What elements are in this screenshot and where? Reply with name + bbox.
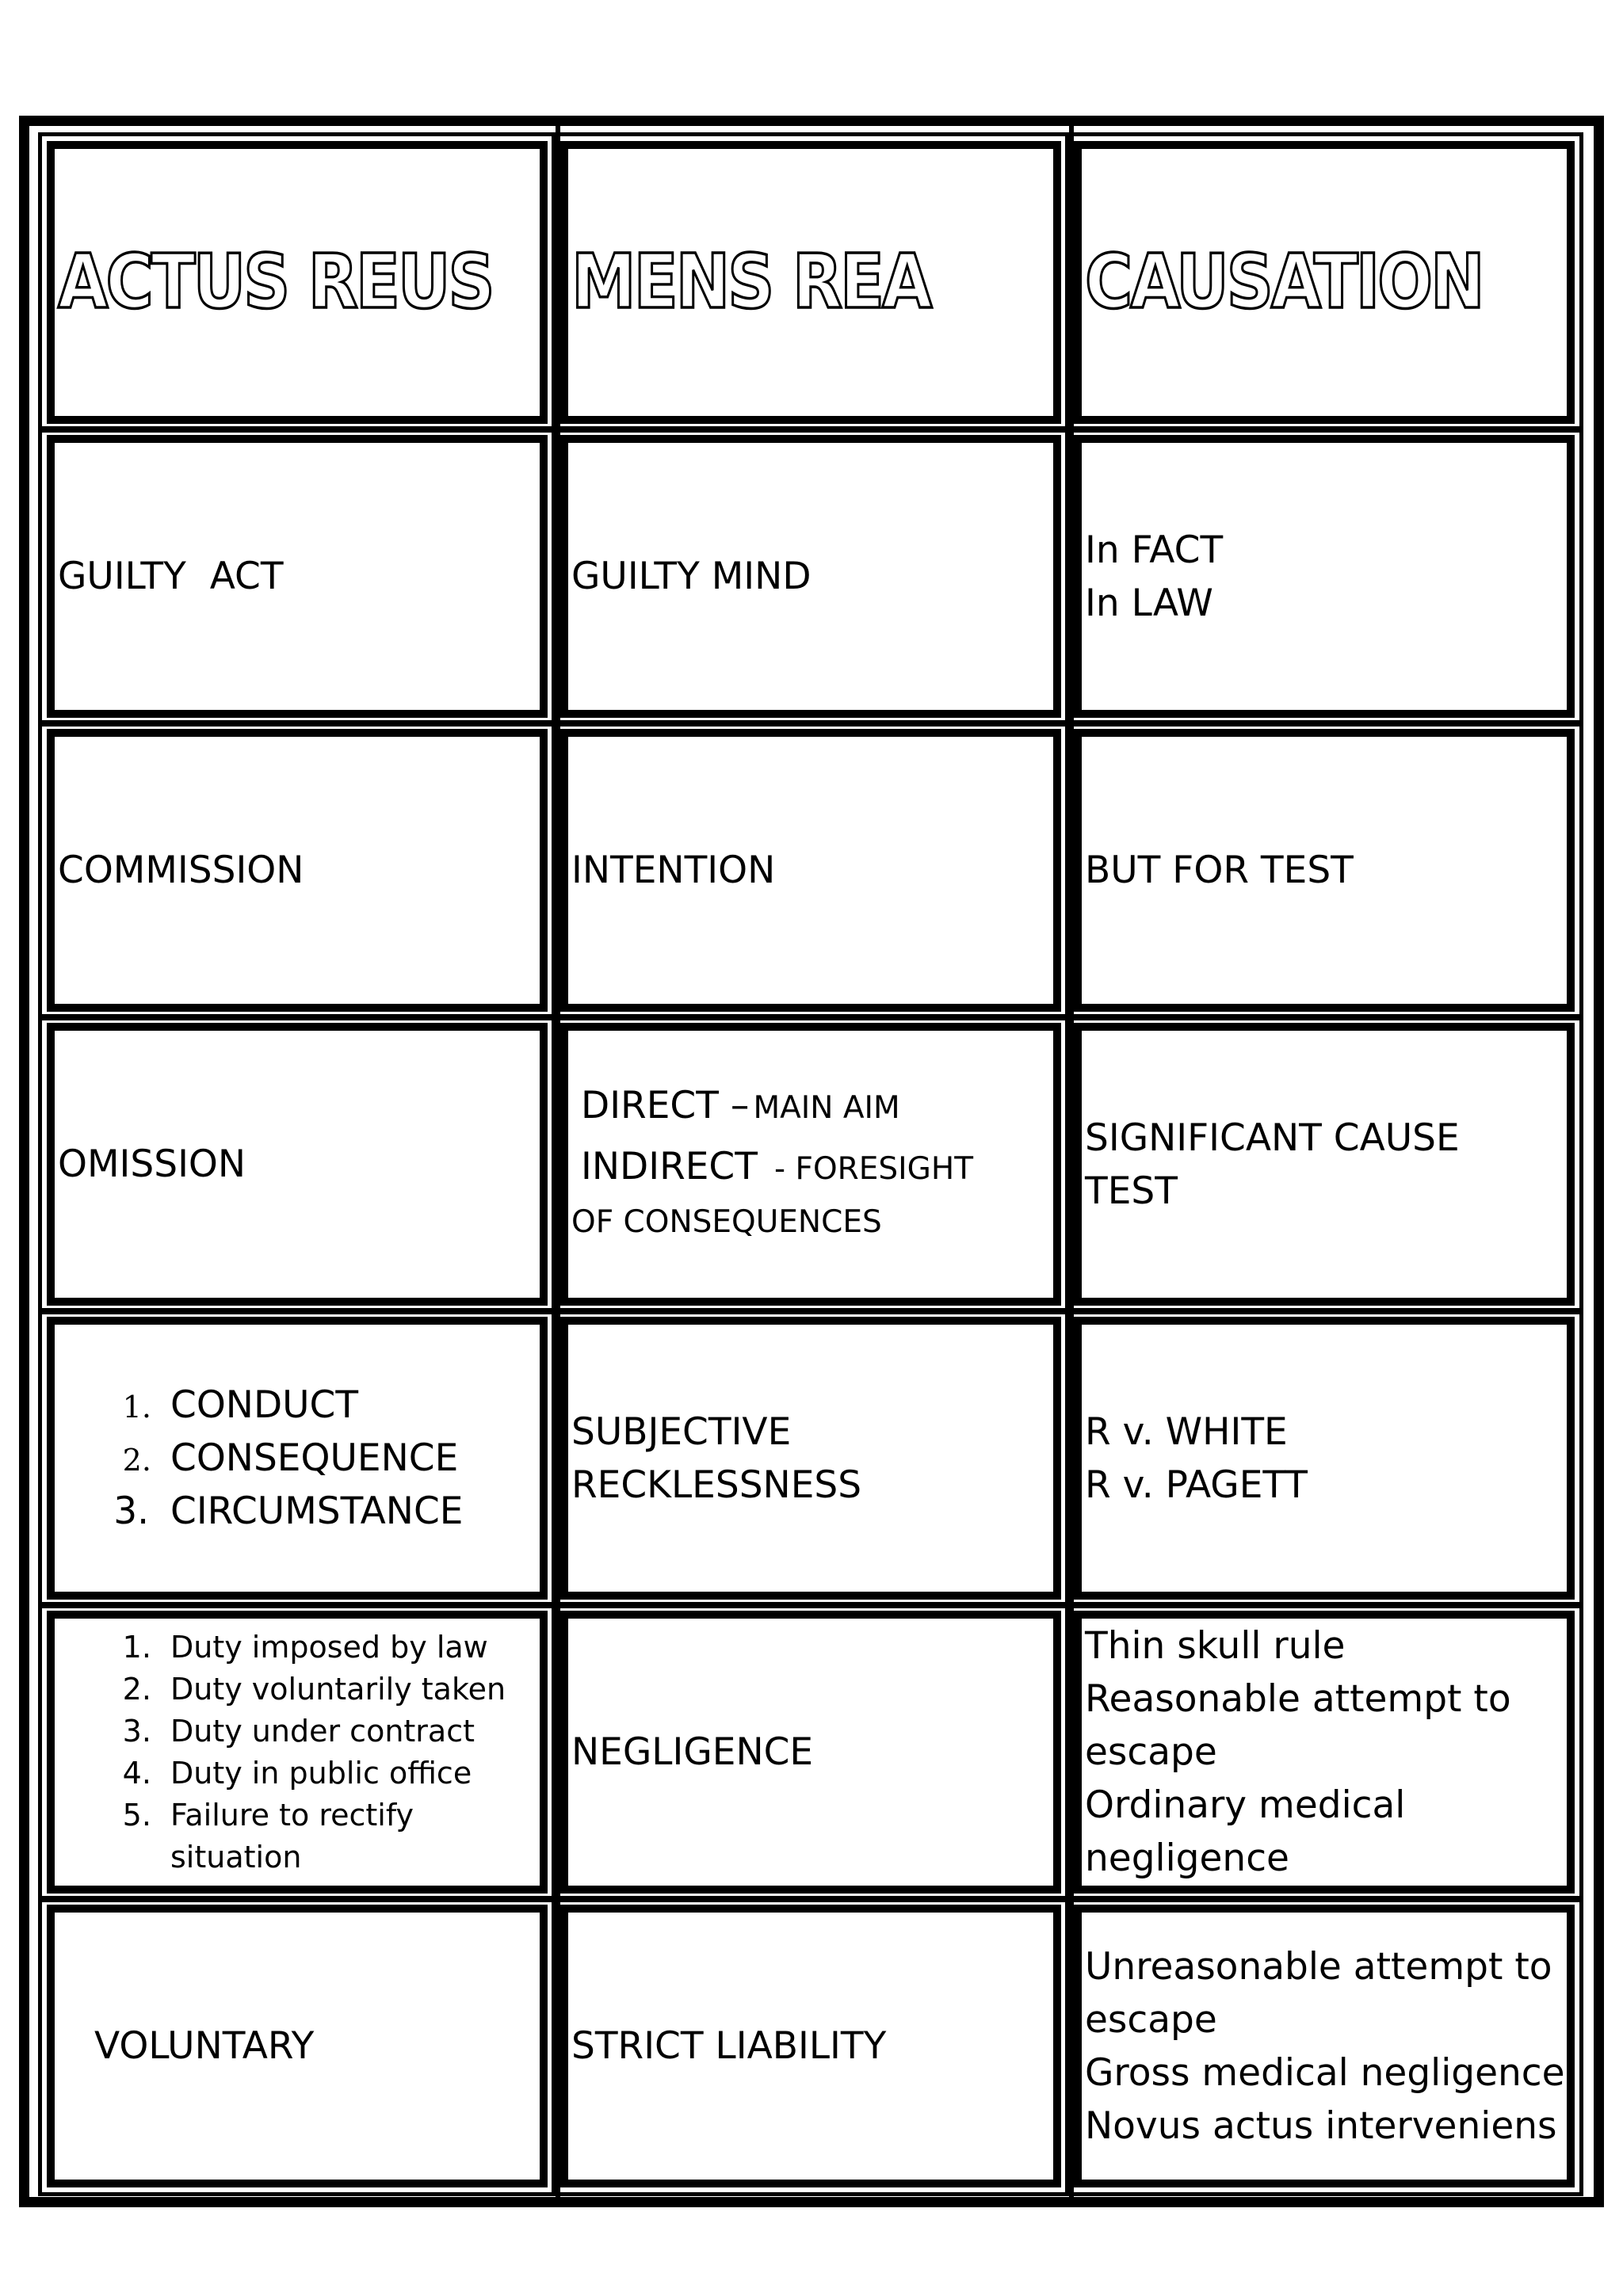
row5-col1 [40,1311,554,1605]
indirect-line [571,1140,973,1201]
card-cases [1074,1317,1575,1600]
card-voluntary [47,1905,548,2187]
row2-col3 [1067,429,1581,723]
card-intention [560,729,1061,1012]
chain-line: escape [1085,1997,1217,2042]
card-breaking-chain [1074,1905,1575,2187]
card-causation-header [1074,141,1575,424]
indirect-label: INDIRECT [581,1145,758,1188]
significant-cause-line: TEST [1085,1169,1178,1213]
chain-line: Thin skull rule [1085,1624,1346,1668]
commission-text: COMMISSION [58,849,304,892]
intention-text: INTENTION [571,849,776,892]
row-header-causation [1067,135,1581,429]
card-actus-elements [47,1317,548,1600]
causation-type-item: In FACT [1085,528,1224,572]
negligence-text: NEGLIGENCE [571,1730,814,1774]
actus-elements-list [58,1379,463,1538]
card-mens-rea-header [560,141,1061,424]
chain-line: negligence [1085,1836,1289,1880]
duties-list [58,1627,506,1878]
row7-col1 [40,1899,554,2193]
row6-col3 [1067,1605,1581,1899]
row5-col3 [1067,1311,1581,1605]
header-actus-reus: ACTUS REUS [58,238,493,326]
list-item [161,1794,456,1878]
card-duties [47,1611,548,1894]
card-but-for-test [1074,729,1575,1012]
omission-text: OMISSION [58,1142,246,1186]
list-item: 4. Duty in public office [161,1753,506,1794]
row6-col1 [40,1605,554,1899]
row5-col2 [554,1311,1067,1605]
direct-desc: MAIN AIM [753,1090,900,1126]
row7-col3 [1067,1899,1581,2193]
card-actus-reus-header [47,141,548,424]
significant-cause-text [1085,1112,1460,1218]
row-header-actus [40,135,554,429]
card-subjective-recklessness [560,1317,1061,1600]
card-not-breaking-chain [1074,1611,1575,1894]
cases-list [1085,1405,1308,1512]
row3-col1 [40,723,554,1017]
card-commission [47,729,548,1012]
row3-col3 [1067,723,1581,1017]
subjective-line: SUBJECTIVE [571,1409,792,1454]
duty-five-text: Failure to rectify situation [170,1797,414,1875]
list-item: 2. CONSEQUENCE [161,1432,463,1485]
row2-col1 [40,429,554,723]
breaking-chain-list [1085,1940,1565,2153]
voluntary-text: VOLUNTARY [94,2024,315,2068]
row7-col2 [554,1899,1067,2193]
table-grid [40,135,1581,2190]
chain-line: Gross medical negligence [1085,2050,1565,2095]
row2-col2 [554,429,1067,723]
list-item: 3. CIRCUMSTANCE [161,1485,463,1538]
card-significant-cause [1074,1023,1575,1306]
direct-label: DIRECT – [581,1084,750,1127]
but-for-test-text: BUT FOR TEST [1085,849,1354,892]
indirect-desc-cont: OF CONSEQUENCES [571,1204,882,1240]
significant-cause-line: SIGNIFICANT CAUSE [1085,1116,1460,1160]
column-divider [556,126,560,2197]
indirect-desc-cont-line [571,1201,973,1249]
guilty-mind-text: GUILTY MIND [571,555,812,598]
header-causation: CAUSATION [1085,238,1483,326]
chain-line: Reasonable attempt to [1085,1677,1511,1721]
causation-types-list [1085,524,1223,630]
card-strict-liability [560,1905,1061,2187]
list-item: 3. Duty under contract [161,1711,506,1753]
list-item: 1. CONDUCT [161,1379,463,1432]
card-omission [47,1023,548,1306]
card-sort-table [19,116,1604,2207]
row-header-mens [554,135,1067,429]
column-divider [1069,126,1074,2197]
subjective-recklessness-text [571,1405,861,1512]
not-breaking-chain-list [1085,1619,1511,1885]
guilty-act-text: GUILTY ACT [58,555,284,598]
intention-types [571,1079,973,1249]
case-item: R v. WHITE [1085,1409,1288,1454]
chain-line: Unreasonable attempt to [1085,1944,1552,1989]
row4-col3 [1067,1017,1581,1311]
card-negligence [560,1611,1061,1894]
row6-col2 [554,1605,1067,1899]
row3-col2 [554,723,1067,1017]
indirect-desc: - FORESIGHT [774,1151,974,1187]
header-mens-rea: MENS REA [571,238,930,326]
list-item: 1. Duty imposed by law [161,1627,506,1669]
row4-col1 [40,1017,554,1311]
chain-line: escape [1085,1730,1217,1774]
list-item: 2. Duty voluntarily taken [161,1669,506,1711]
chain-line: Ordinary medical [1085,1783,1406,1827]
case-item: R v. PAGETT [1085,1463,1308,1507]
direct-line [571,1079,973,1140]
card-causation-types [1074,435,1575,718]
row4-col2 [554,1017,1067,1311]
causation-type-item: In LAW [1085,581,1213,625]
card-guilty-mind [560,435,1061,718]
subjective-line: RECKLESSNESS [571,1463,862,1507]
card-direct-indirect [560,1023,1061,1306]
card-guilty-act [47,435,548,718]
chain-line: Novus actus interveniens [1085,2103,1557,2148]
strict-liability-text: STRICT LIABILITY [571,2024,887,2068]
